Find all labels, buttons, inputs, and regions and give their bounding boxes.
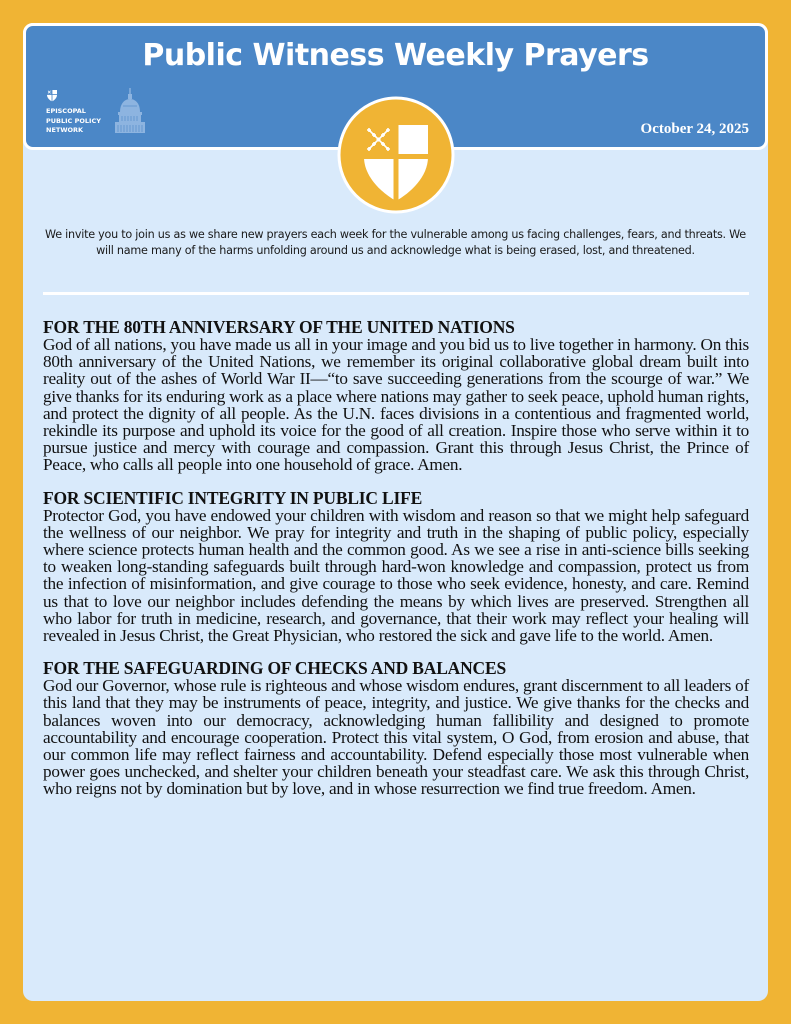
prayer-section bbox=[43, 318, 749, 474]
logo-line-3: NETWORK bbox=[46, 126, 84, 134]
logo-line-1: EPISCOPAL bbox=[46, 107, 86, 115]
prayer-heading: FOR THE 80TH ANNIVERSARY OF THE UNITED NATIONS bbox=[43, 317, 515, 337]
shield-icon bbox=[46, 88, 58, 102]
episcopal-public-policy-network-logo bbox=[46, 88, 146, 138]
date-label: October 24, 2025 bbox=[640, 121, 749, 137]
capitol-dome-icon bbox=[114, 88, 146, 134]
prayer-body: God of all nations, you have made us all in your image and you bid us to live together in harmony. On this 80th anniversary of the United Nations, we remember its original collaborative global dream built into reality out of the ashes of World War II—“to save succeeding generations from the scourge of war.” We give thanks for its enduring work as a place where nations may gather to seek peace, uphold human rights, and protect the dignity of all people. As the U.N. faces divisions in a contentious and fragmented world, rekindle its purpose and uphold its voice for the good of all creation. Inspire those who serve within it to pursue justice and mercy with courage and compassion. Grant this through Jesus Christ, the Prince of Peace, who calls all people into one household of grace. Amen. bbox=[43, 335, 749, 475]
prayer-section bbox=[43, 489, 749, 645]
prayer-body: Protector God, you have endowed your children with wisdom and reason so that we might help safeguard the wellness of our neighbor. We pray for integrity and truth in the shaping of public policy, especially where science protects human health and the common good. As we see a rise in anti-science bills seeking to weaken long-standing safeguards built through hard-won knowledge and compassion, protect us from the infection of misinformation, and give courage to those who seek evidence, honesty, and care. Remind us that to love our neighbor includes defending the means by which lives are preserved. Strengthen all who labor for truth in medicine, research, and governance, that their work may reflect your healing will revealed in Jesus Christ, the Great Physician, who restored the sick and gave life to the world. Amen. bbox=[43, 505, 749, 646]
prayer-body: God our Governor, whose rule is righteous and whose wisdom endures, grant discernment to all leaders of this land that they may be instruments of peace, integrity, and justice. We give thanks for the checks and balances woven into our democracy, acknowledging human fallibility and designed to promote accountability and encourage cooperation. Protect this vital system, O God, from erosion and abuse, that our common life may reflect fairness and accountability. Defend especially those most vulnerable when power goes unchecked, and shelter your children beneath your steadfast care. We ask this through Christ, who reigns not by domination but by love, and in whose resurrection we find true freedom. Amen. bbox=[43, 676, 749, 799]
prayers-content bbox=[43, 318, 749, 813]
logo-line-2: PUBLIC POLICY bbox=[46, 116, 101, 125]
prayer-heading: FOR SCIENTIFIC INTEGRITY IN PUBLIC LIFE bbox=[43, 487, 423, 508]
intro-text: We invite you to join us as we share new prayers each week for the vulnerable among us facing challenges, fears, and threats. We will name many of the harms unfolding around us and acknowledge what is being erased, lost, and threatened. bbox=[45, 228, 746, 257]
logo-text bbox=[46, 107, 101, 136]
page-title: Public Witness Weekly Prayers bbox=[142, 38, 649, 73]
divider bbox=[43, 292, 749, 295]
prayer-heading: FOR THE SAFEGUARDING OF CHECKS AND BALANCES bbox=[43, 658, 506, 679]
episcopal-shield-emblem-icon bbox=[336, 95, 456, 215]
prayer-section bbox=[43, 659, 749, 797]
